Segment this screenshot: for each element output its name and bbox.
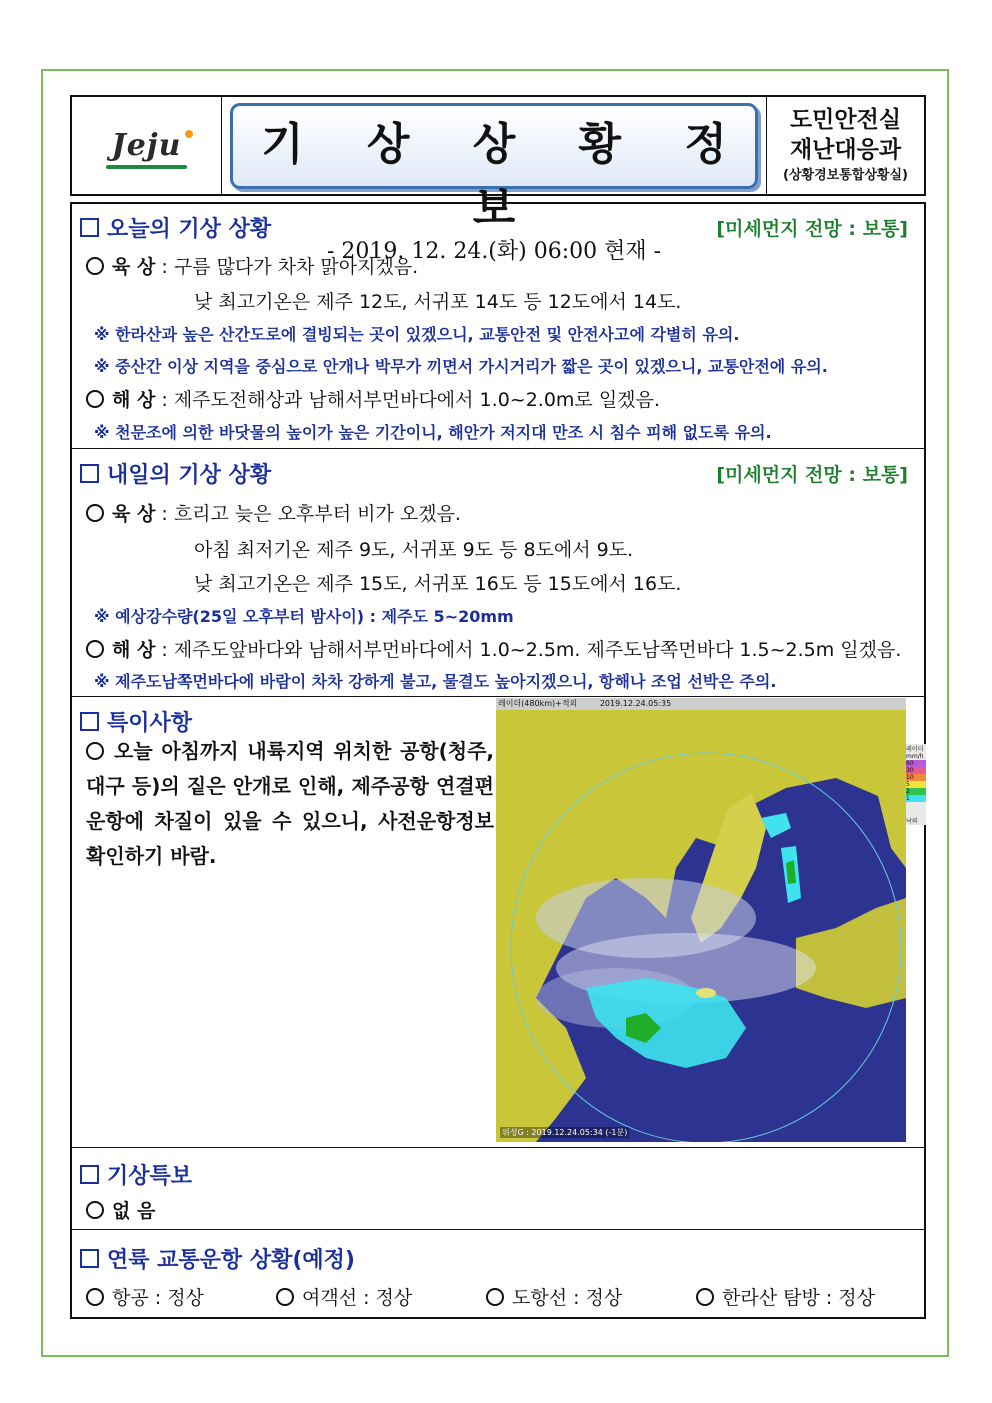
checkbox-icon <box>80 218 99 237</box>
circle-bullet-icon <box>86 390 104 408</box>
legend-lightning: 낙뢰 <box>906 818 918 825</box>
today-land-temp: 낮 최고기온은 제주 12도, 서귀포 14도 등 12도에서 14도. <box>194 291 682 313</box>
logo-swoosh-icon <box>106 165 188 169</box>
tomorrow-dust: [미세먼지 전망 : 보통] <box>716 464 908 486</box>
today-land-text: : 구름 많다가 차차 맑아지겠음. <box>161 256 419 278</box>
today-sea-label: 해 상 <box>112 389 156 411</box>
report-date: - 2019. 12. 24.(화) 06:00 현재 - <box>326 239 662 264</box>
warning-heading-text: 기상특보 <box>107 1164 193 1189</box>
tomorrow-note-2: ※ 제주도남쪽먼바다에 바람이 차차 강하게 불고, 물결도 높아지겠으니, 항해나 조업 선박은 주의. <box>94 672 777 691</box>
tomorrow-heading <box>80 458 271 489</box>
warning-section <box>72 1149 924 1230</box>
legend-value: 1 <box>906 795 926 802</box>
legend-unit: mm/h <box>906 753 924 760</box>
today-heading <box>80 212 271 243</box>
today-note-2: ※ 중산간 이상 지역을 중심으로 안개나 박무가 끼면서 가시거리가 짧은 곳이 있겠으니, 교통안전에 유의. <box>94 357 828 376</box>
legend-title: 레이더 <box>906 746 924 753</box>
today-note-1: ※ 한라산과 높은 산간도로에 결빙되는 곳이 있겠으니, 교통안전 및 안전사고에 각별히 유의. <box>94 325 740 344</box>
checkbox-icon <box>80 464 99 483</box>
title-cell <box>222 97 766 264</box>
circle-bullet-icon <box>696 1288 714 1306</box>
legend-value: 60 <box>906 760 926 767</box>
checkbox-icon <box>80 1165 99 1184</box>
logo-text: Jeju <box>111 128 182 163</box>
tomorrow-sea-row <box>86 635 901 662</box>
warning-row <box>86 1196 155 1223</box>
tomorrow-land-label: 육 상 <box>112 503 156 525</box>
radar-map-graphic <box>496 698 906 1142</box>
legend-value: 30 <box>906 767 926 774</box>
radar-label: 레이더(480km)+적외 <box>498 699 578 708</box>
org-cell <box>766 97 924 194</box>
radar-time: 2019.12.24.05:35 <box>599 699 672 708</box>
traffic-hallasan-text: 한라산 탐방 : 정상 <box>722 1287 875 1309</box>
special-heading <box>80 706 192 737</box>
traffic-heading <box>80 1243 355 1274</box>
tomorrow-sea-text: : 제주도앞바다와 남해서부먼바다에서 1.0~2.5m. 제주도남쪽먼바다 1.5~2.5m 일겠음. <box>161 639 902 661</box>
title-box <box>230 103 758 264</box>
report-body <box>70 202 926 1319</box>
special-heading-text: 특이사항 <box>107 711 193 736</box>
traffic-item-hallasan <box>696 1283 875 1310</box>
legend-value: 5 <box>906 781 926 788</box>
today-section <box>72 204 924 449</box>
jeju-logo <box>112 128 182 163</box>
tomorrow-section <box>72 450 924 697</box>
circle-bullet-icon <box>86 1288 104 1306</box>
circle-bullet-icon <box>86 257 104 275</box>
traffic-item-island-ferry <box>486 1283 622 1310</box>
today-sea-row <box>86 385 660 412</box>
today-land-row <box>86 252 418 279</box>
satellite-label: 위성G : 2019.12.24.05:34 (-1분) <box>502 1128 628 1137</box>
today-dust: [미세먼지 전망 : 보통] <box>716 218 908 240</box>
circle-bullet-icon <box>486 1288 504 1306</box>
tomorrow-heading-text: 내일의 기상 상황 <box>107 463 272 488</box>
today-land-label: 육 상 <box>112 256 156 278</box>
special-notice <box>86 734 494 874</box>
org-name-2: 재난대응과 <box>789 136 902 163</box>
page-title: 기 상 상 황 정 보 <box>261 119 751 234</box>
traffic-air-text: 항공 : 정상 <box>112 1287 204 1309</box>
circle-bullet-icon <box>86 1201 104 1219</box>
today-note-3: ※ 천문조에 의한 바닷물의 높이가 높은 기간이니, 해안가 저지대 만조 시 침수 피해 없도록 유의. <box>94 423 772 442</box>
tomorrow-land-text: : 흐리고 늦은 오후부터 비가 오겠음. <box>161 503 461 525</box>
warning-heading <box>80 1159 192 1190</box>
traffic-ferry-text: 여객선 : 정상 <box>302 1287 413 1309</box>
special-section <box>72 698 924 1148</box>
legend-value: 10 <box>906 774 926 781</box>
logo-dot-icon <box>185 130 193 138</box>
tomorrow-land-row <box>86 499 461 526</box>
circle-bullet-icon <box>276 1288 294 1306</box>
circle-bullet-icon <box>86 742 104 760</box>
legend-value: 2 <box>906 788 926 795</box>
circle-bullet-icon <box>86 640 104 658</box>
tomorrow-land-min: 아침 최저기온 제주 9도, 서귀포 9도 등 8도에서 9도. <box>194 539 634 561</box>
today-sea-text: : 제주도전해상과 남해서부먼바다에서 1.0~2.0m로 일겠음. <box>161 389 660 411</box>
org-name-1: 도민안전실 <box>789 106 902 133</box>
logo-cell <box>72 97 222 194</box>
warning-text: 없 음 <box>112 1200 156 1222</box>
radar-header <box>496 698 906 710</box>
circle-bullet-icon <box>86 504 104 522</box>
tomorrow-land-max: 낮 최고기온은 제주 15도, 서귀포 16도 등 15도에서 16도. <box>194 573 682 595</box>
checkbox-icon <box>80 712 99 731</box>
org-name-3: (상황경보통합상황실) <box>783 167 908 183</box>
tomorrow-sea-label: 해 상 <box>112 639 156 661</box>
checkbox-icon <box>80 1249 99 1268</box>
traffic-item-ferry <box>276 1283 412 1310</box>
traffic-island-ferry-text: 도항선 : 정상 <box>512 1287 623 1309</box>
traffic-item-air <box>86 1283 204 1310</box>
radar-satellite-image <box>496 698 906 1142</box>
traffic-heading-text: 연륙 교통운항 상황(예정) <box>107 1248 355 1273</box>
today-heading-text: 오늘의 기상 상황 <box>107 217 272 242</box>
tomorrow-note-1: ※ 예상강수량(25일 오후부터 밤사이) : 제주도 5~20mm <box>94 607 514 626</box>
special-notice-text: 오늘 아침까지 내륙지역 위치한 공항(청주, 대구 등)의 짙은 안개로 인해, 제주공항 연결편 운항에 차질이 있을 수 있으니, 사전운항정보 확인하기 바람. <box>86 739 494 868</box>
radar-legend <box>906 744 926 825</box>
traffic-section <box>72 1231 924 1319</box>
